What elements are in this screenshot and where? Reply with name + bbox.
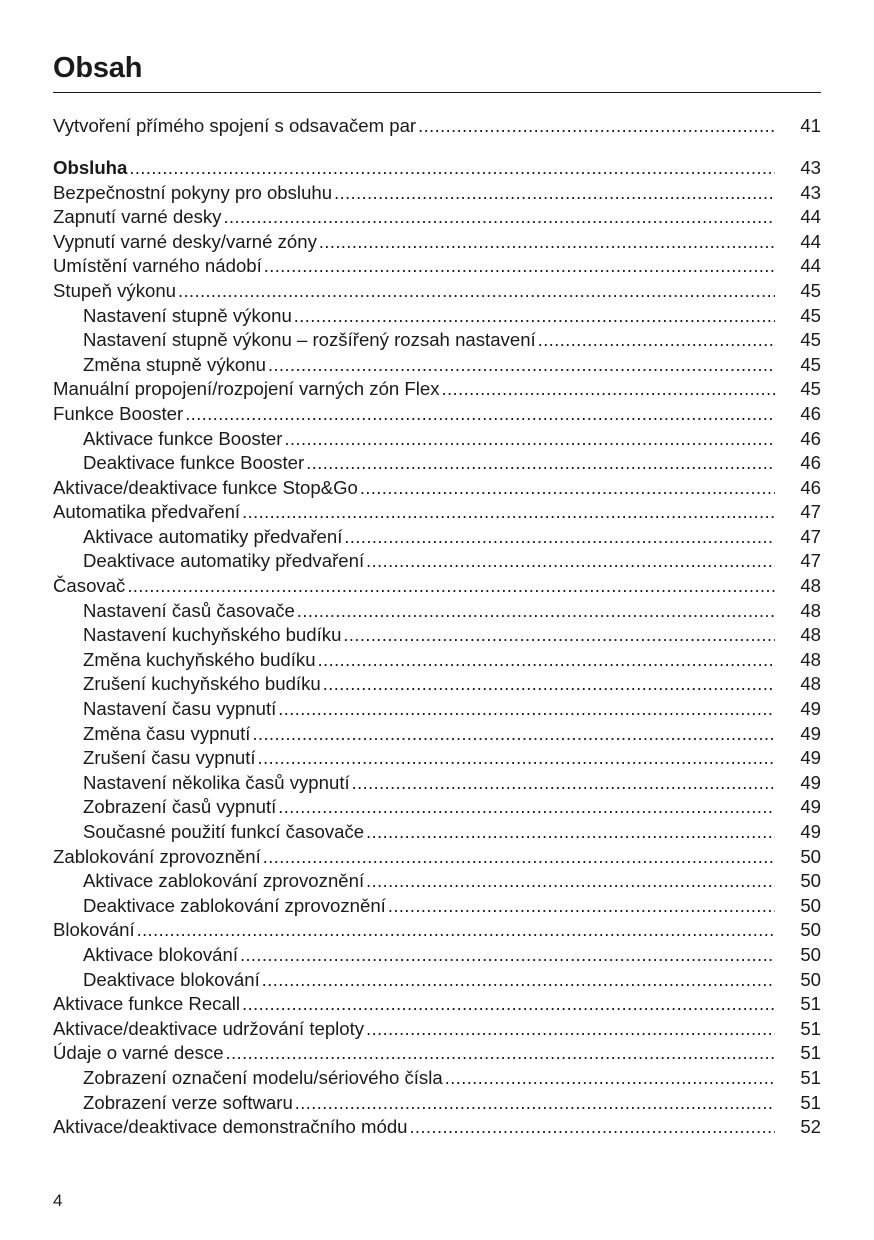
toc-entry-title: Deaktivace automatiky předvaření: [83, 550, 365, 572]
toc-entry-title: Změna kuchyňského budíku: [83, 648, 316, 670]
toc-dot-leader: [278, 697, 775, 722]
toc-entry-title: Deaktivace zablokování zprovoznění: [83, 894, 386, 916]
toc-dot-leader: [137, 918, 775, 943]
toc-entry-title: Zobrazení verze softwaru: [83, 1091, 293, 1113]
toc-entry-page: 48: [800, 624, 821, 646]
toc-dot-leader: [343, 623, 775, 648]
toc-entry-title: Aktivace automatiky předvaření: [83, 525, 343, 547]
toc-entry-page: 46: [800, 452, 821, 474]
toc-entry[interactable]: [53, 943, 821, 968]
toc-entry-page: 52: [800, 1116, 821, 1138]
toc-entry[interactable]: [53, 156, 821, 181]
page-number: 4: [53, 1191, 63, 1210]
toc-entry-title: Aktivace/deaktivace udržování teploty: [53, 1017, 365, 1039]
toc-entry[interactable]: [53, 205, 821, 230]
toc-entry[interactable]: [53, 549, 821, 574]
toc-entry-title: Blokování: [53, 919, 135, 941]
toc-entry[interactable]: [53, 1066, 821, 1091]
toc-dot-leader: [388, 894, 775, 919]
toc-dot-leader: [185, 402, 775, 427]
toc-entry-title: Vypnutí varné desky/varné zóny: [53, 230, 317, 252]
page-title: Obsah: [53, 52, 143, 84]
toc-entry-page: 47: [800, 550, 821, 572]
toc-entry[interactable]: [53, 746, 821, 771]
toc-entry-page: 48: [800, 599, 821, 621]
toc-entry-title: Časovač: [53, 575, 126, 597]
toc-entry-page: 48: [800, 673, 821, 695]
toc-entry-title: Aktivace/deaktivace demonstračního módu: [53, 1116, 408, 1138]
toc-entry-page: 48: [800, 648, 821, 670]
toc-dot-leader: [442, 377, 775, 402]
toc-entry[interactable]: [53, 328, 821, 353]
toc-entry[interactable]: [53, 476, 821, 501]
toc-entry-page: 44: [800, 206, 821, 228]
toc-entry-page: 46: [800, 427, 821, 449]
toc-entry-title: Nastavení stupně výkonu – rozšířený rozsah nastavení: [83, 329, 536, 351]
toc-entry-page: 47: [800, 501, 821, 523]
toc-entry-title: Nastavení několika časů vypnutí: [83, 771, 350, 793]
toc-dot-leader: [294, 304, 775, 329]
toc-entry-title: Nastavení času vypnutí: [83, 698, 277, 720]
toc-entry-page: 48: [800, 575, 821, 597]
toc-entry-title: Obsluha: [53, 156, 128, 178]
toc-entry-page: 49: [800, 747, 821, 769]
toc-entry-title: Umístění varného nádobí: [53, 255, 262, 277]
toc-entry[interactable]: [53, 697, 821, 722]
toc-entry[interactable]: [53, 623, 821, 648]
toc-entry-title: Zrušení času vypnutí: [83, 747, 256, 769]
toc-entry-page: 49: [800, 796, 821, 818]
toc-entry[interactable]: [53, 722, 821, 747]
toc-entry[interactable]: [53, 672, 821, 697]
toc-dot-leader: [366, 549, 775, 574]
toc-entry-page: 43: [800, 181, 821, 203]
toc-dot-leader: [334, 181, 775, 206]
toc-entry[interactable]: [53, 353, 821, 378]
toc-entry[interactable]: [53, 500, 821, 525]
toc-dot-leader: [352, 771, 775, 796]
toc-entry-page: 51: [800, 1066, 821, 1088]
toc-dot-leader: [295, 1091, 775, 1116]
toc-dot-leader: [129, 156, 775, 181]
toc-entry-title: Aktivace zablokování zprovoznění: [83, 870, 365, 892]
toc-entry-title: Aktivace funkce Recall: [53, 993, 241, 1015]
toc-entry-title: Aktivace blokování: [83, 943, 239, 965]
toc-entry[interactable]: [53, 968, 821, 993]
toc-dot-leader: [240, 943, 775, 968]
toc-entry-title: Nastavení kuchyňského budíku: [83, 624, 342, 646]
toc-entry-page: 43: [800, 156, 821, 178]
toc-entry-page: 46: [800, 476, 821, 498]
toc-entry-title: Údaje o varné desce: [53, 1042, 224, 1064]
toc-entry[interactable]: [53, 574, 821, 599]
toc-entry[interactable]: [53, 795, 821, 820]
toc-entry-title: Zablokování zprovoznění: [53, 845, 261, 867]
toc-entry[interactable]: [53, 304, 821, 329]
toc-dot-leader: [263, 845, 775, 870]
toc-entry[interactable]: [53, 648, 821, 673]
toc-entry-title: Změna stupně výkonu: [83, 353, 266, 375]
toc-dot-leader: [242, 992, 775, 1017]
toc-entry-page: 50: [800, 894, 821, 916]
toc-dot-leader: [252, 722, 775, 747]
toc-entry[interactable]: [53, 992, 821, 1017]
toc-dot-leader: [264, 254, 775, 279]
toc-entry-title: Zapnutí varné desky: [53, 206, 222, 228]
table-of-contents: [53, 114, 821, 1140]
toc-entry-title: Stupeň výkonu: [53, 279, 177, 301]
toc-dot-leader: [366, 869, 775, 894]
toc-dot-leader: [297, 599, 775, 624]
toc-entry-title: Zobrazení časů vypnutí: [83, 796, 277, 818]
toc-entry-page: 51: [800, 1091, 821, 1113]
toc-dot-leader: [284, 427, 775, 452]
toc-entry[interactable]: [53, 181, 821, 206]
toc-entry-title: Automatika předvaření: [53, 501, 241, 523]
toc-dot-leader: [319, 230, 775, 255]
toc-entry-page: 45: [800, 304, 821, 326]
toc-entry[interactable]: [53, 451, 821, 476]
toc-entry[interactable]: [53, 402, 821, 427]
toc-dot-leader: [418, 114, 775, 139]
toc-entry-title: Současné použití funkcí časovače: [83, 821, 365, 843]
toc-dot-leader: [344, 525, 775, 550]
toc-entry-page: 51: [800, 1017, 821, 1039]
toc-entry-title: Zrušení kuchyňského budíku: [83, 673, 321, 695]
toc-entry-page: 51: [800, 993, 821, 1015]
toc-dot-leader: [366, 1017, 775, 1042]
toc-entry[interactable]: [53, 377, 821, 402]
toc-dot-leader: [306, 451, 775, 476]
toc-entry[interactable]: [53, 427, 821, 452]
toc-entry-title: Změna času vypnutí: [83, 722, 251, 744]
toc-entry-page: 46: [800, 402, 821, 424]
toc-entry[interactable]: [53, 918, 821, 943]
toc-entry-page: 45: [800, 279, 821, 301]
toc-entry[interactable]: [53, 1017, 821, 1042]
toc-entry-title: Zobrazení označení modelu/sériového čísla: [83, 1066, 443, 1088]
toc-entry-page: 51: [800, 1042, 821, 1064]
toc-dot-leader: [226, 1041, 775, 1066]
toc-entry-page: 45: [800, 378, 821, 400]
toc-entry-page: 45: [800, 353, 821, 375]
toc-entry-title: Manuální propojení/rozpojení varných zón Flex: [53, 378, 440, 400]
toc-dot-leader: [223, 205, 775, 230]
toc-entry-page: 50: [800, 870, 821, 892]
toc-entry-title: Nastavení stupně výkonu: [83, 304, 292, 326]
toc-dot-leader: [262, 968, 775, 993]
toc-dot-leader: [318, 648, 775, 673]
toc-entry-page: 45: [800, 329, 821, 351]
toc-dot-leader: [178, 279, 775, 304]
toc-dot-leader: [366, 820, 775, 845]
toc-entry-page: 50: [800, 845, 821, 867]
title-divider: [53, 92, 821, 93]
toc-dot-leader: [278, 795, 775, 820]
toc-entry-page: 44: [800, 255, 821, 277]
toc-entry-title: Vytvoření přímého spojení s odsavačem par: [53, 115, 417, 136]
toc-dot-leader: [360, 476, 775, 501]
toc-dot-leader: [268, 353, 775, 378]
toc-entry-title: Nastavení časů časovače: [83, 599, 295, 621]
toc-entry[interactable]: [53, 845, 821, 870]
toc-entry[interactable]: [53, 820, 821, 845]
toc-dot-leader: [127, 574, 775, 599]
toc-entry-page: 49: [800, 722, 821, 744]
toc-entry[interactable]: [53, 1091, 821, 1116]
toc-entry-page: 49: [800, 821, 821, 843]
toc-dot-leader: [410, 1115, 775, 1140]
toc-dot-leader: [242, 500, 775, 525]
toc-entry[interactable]: [53, 230, 821, 255]
toc-entry-page: 49: [800, 698, 821, 720]
toc-entry-title: Bezpečnostní pokyny pro obsluhu: [53, 181, 333, 203]
toc-entry[interactable]: [53, 894, 821, 919]
toc-entry[interactable]: [53, 869, 821, 894]
toc-entry-title: Deaktivace blokování: [83, 968, 260, 990]
toc-entry-page: 50: [800, 943, 821, 965]
toc-entry-title: Funkce Booster: [53, 402, 184, 424]
toc-entry[interactable]: [53, 599, 821, 624]
toc-entry[interactable]: [53, 1041, 821, 1066]
toc-entry-page: 50: [800, 968, 821, 990]
toc-dot-leader: [258, 746, 775, 771]
toc-entry[interactable]: [53, 279, 821, 304]
toc-entry-title: Deaktivace funkce Booster: [83, 452, 305, 474]
toc-dot-leader: [538, 328, 775, 353]
toc-entry[interactable]: [53, 525, 821, 550]
toc-entry-page: 50: [800, 919, 821, 941]
toc-entry-title: Aktivace funkce Booster: [83, 427, 283, 449]
toc-entry-page: 49: [800, 771, 821, 793]
toc-dot-leader: [445, 1066, 775, 1091]
toc-entry-page: 41: [800, 115, 821, 136]
toc-entry-title: Aktivace/deaktivace funkce Stop&Go: [53, 476, 358, 498]
toc-entry[interactable]: [53, 254, 821, 279]
toc-entry[interactable]: [53, 114, 821, 139]
toc-entry-page: 44: [800, 230, 821, 252]
toc-entry[interactable]: [53, 1115, 821, 1140]
toc-entry[interactable]: [53, 771, 821, 796]
toc-entry-page: 47: [800, 525, 821, 547]
toc-dot-leader: [323, 672, 775, 697]
